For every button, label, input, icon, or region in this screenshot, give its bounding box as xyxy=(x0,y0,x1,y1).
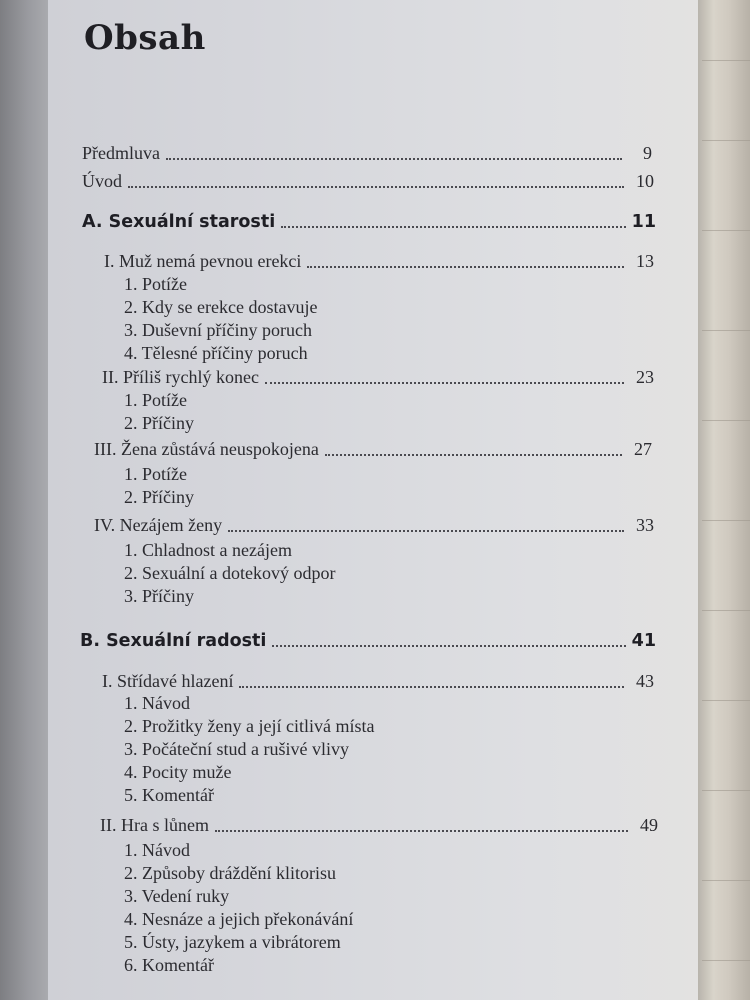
chapter-label: I. Muž nemá pevnou erekci xyxy=(104,251,302,271)
toc-chapter-a1 xyxy=(104,248,654,272)
toc-label: Předmluva xyxy=(82,143,160,163)
subsection-item: 1. Potíže xyxy=(124,274,187,294)
subsection-item: 5. Komentář xyxy=(124,785,214,805)
subsection-item: 3. Příčiny xyxy=(124,586,194,606)
subsection-item: 4. Tělesné příčiny poruch xyxy=(124,343,308,363)
toc-chapter-b2 xyxy=(100,812,658,836)
dot-leader xyxy=(166,157,622,160)
toc-page-number: 23 xyxy=(636,367,654,387)
subsection-item: 3. Duševní příčiny poruch xyxy=(124,320,312,340)
toc-chapter-a4 xyxy=(94,512,654,536)
toc-chapter-a2 xyxy=(102,364,654,388)
page-title: Obsah xyxy=(84,18,206,58)
dot-leader xyxy=(215,829,628,832)
dot-leader xyxy=(281,225,625,228)
book-page xyxy=(48,0,698,1000)
toc-entry-predmluva xyxy=(82,140,652,164)
toc-label: Úvod xyxy=(82,171,122,191)
toc-chapter-a3 xyxy=(94,436,652,460)
dot-leader xyxy=(265,381,624,384)
subsection-item: 4. Pocity muže xyxy=(124,762,232,782)
subsection-item: 2. Kdy se erekce dostavuje xyxy=(124,297,318,317)
subsection-item: 1. Potíže xyxy=(124,390,187,410)
toc-page-number: 33 xyxy=(636,515,654,535)
toc-page-number: 27 xyxy=(634,439,652,459)
subsection-item: 1. Návod xyxy=(124,693,190,713)
subsection-item: 1. Chladnost a nezájem xyxy=(124,540,292,560)
toc-page-number: 49 xyxy=(640,815,658,835)
chapter-label: III. Žena zůstává neuspokojena xyxy=(94,439,319,459)
chapter-label: I. Střídavé hlazení xyxy=(102,671,234,691)
subsection-item: 2. Sexuální a dotekový odpor xyxy=(124,563,336,583)
subsection-item: 2. Příčiny xyxy=(124,487,194,507)
subsection-item: 2. Prožitky ženy a její citlivá místa xyxy=(124,716,375,736)
chapter-label: II. Hra s lůnem xyxy=(100,815,209,835)
left-page-edge xyxy=(0,0,48,1000)
toc-page-number: 43 xyxy=(636,671,654,691)
book-page-edges xyxy=(698,0,750,1000)
subsection-item: 3. Počáteční stud a rušivé vlivy xyxy=(124,739,349,759)
section-label: B. Sexuální radosti xyxy=(80,631,267,651)
dot-leader xyxy=(307,265,624,268)
dot-leader xyxy=(325,453,622,456)
dot-leader xyxy=(228,529,624,532)
dot-leader xyxy=(128,185,624,188)
subsection-item: 1. Návod xyxy=(124,840,190,860)
subsection-item: 4. Nesnáze a jejich překonávání xyxy=(124,909,354,929)
section-label: A. Sexuální starosti xyxy=(82,212,276,232)
subsection-item: 2. Způsoby dráždění klitorisu xyxy=(124,863,336,883)
toc-page-number: 11 xyxy=(631,212,656,232)
chapter-label: II. Příliš rychlý konec xyxy=(102,367,259,387)
subsection-item: 5. Ústy, jazykem a vibrátorem xyxy=(124,932,341,952)
toc-page-number: 9 xyxy=(643,143,652,163)
toc-page-number: 10 xyxy=(636,171,654,191)
toc-page-number: 13 xyxy=(636,251,654,271)
chapter-label: IV. Nezájem ženy xyxy=(94,515,223,535)
dot-leader xyxy=(272,644,625,647)
toc-section-a xyxy=(82,208,656,232)
toc-entry-uvod xyxy=(82,168,654,192)
subsection-item: 6. Komentář xyxy=(124,955,214,975)
toc-chapter-b1 xyxy=(102,668,654,692)
subsection-item: 2. Příčiny xyxy=(124,413,194,433)
dot-leader xyxy=(239,685,624,688)
subsection-item: 1. Potíže xyxy=(124,464,187,484)
toc-page-number: 41 xyxy=(631,631,656,651)
subsection-item: 3. Vedení ruky xyxy=(124,886,230,906)
toc-section-b xyxy=(80,627,656,651)
